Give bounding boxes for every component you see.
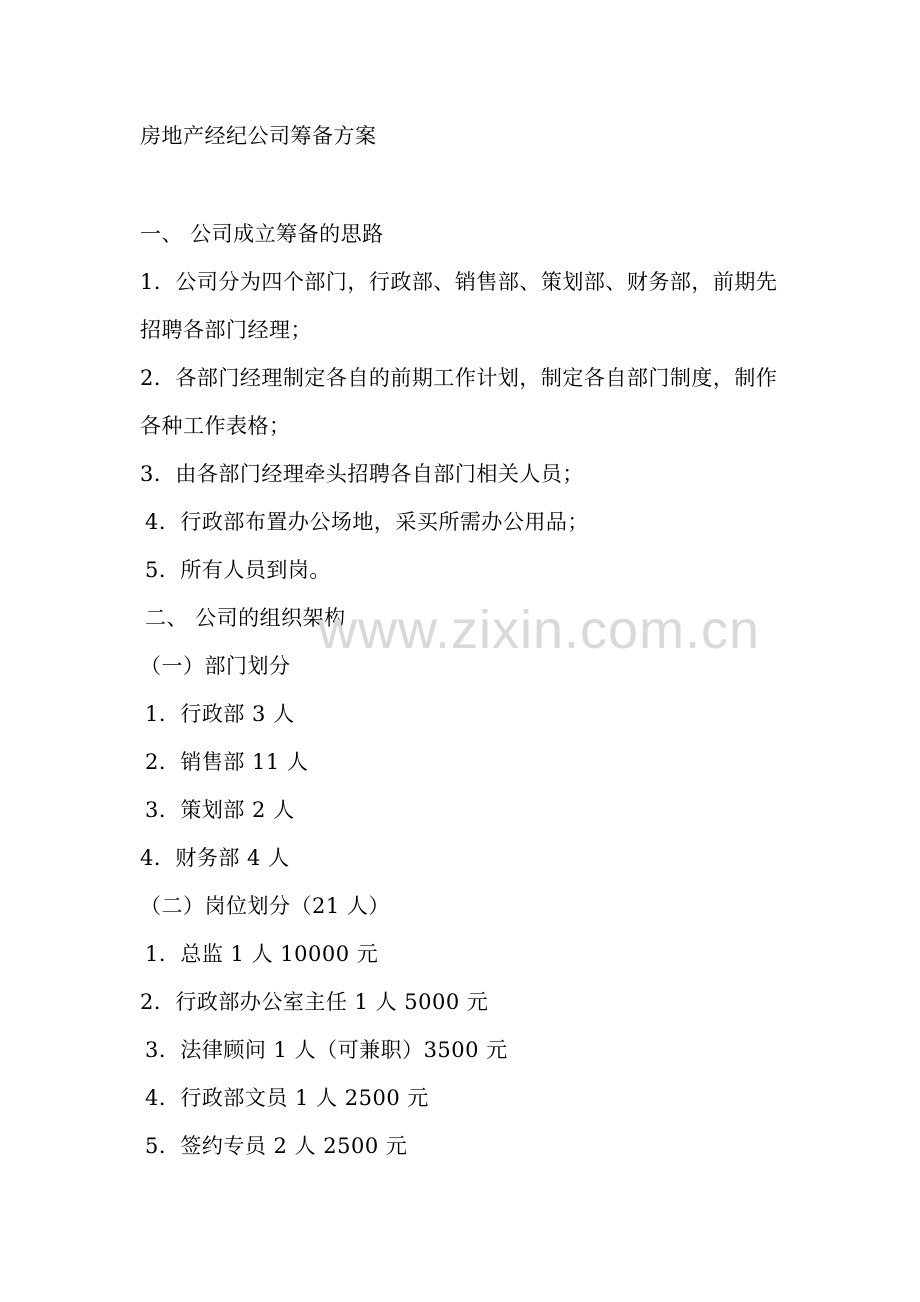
subsection-1-heading: （一）部门划分	[140, 654, 291, 678]
section-1-item-1: 1．公司分为四个部门，行政部、销售部、策划部、财务部，前期先	[140, 270, 778, 294]
department-item-2: 2．销售部 11 人	[145, 750, 309, 774]
position-item-1: 1．总监 1 人 10000 元	[145, 942, 379, 966]
document-title: 房地产经纪公司筹备方案	[140, 124, 377, 148]
department-item-3: 3．策划部 2 人	[145, 798, 295, 822]
section-1-item-2-cont: 各种工作表格；	[140, 414, 291, 438]
watermark: www.zixin.com.cn	[318, 600, 761, 660]
section-1-item-5: 5．所有人员到岗。	[145, 558, 331, 582]
section-1-item-3: 3．由各部门经理牵头招聘各自部门相关人员；	[140, 462, 584, 486]
section-1-item-1-cont: 招聘各部门经理；	[140, 318, 312, 342]
subsection-2-heading: （二）岗位划分（21 人）	[140, 894, 390, 918]
department-item-4: 4．财务部 4 人	[140, 846, 290, 870]
position-item-3: 3．法律顾问 1 人（可兼职）3500 元	[145, 1038, 508, 1062]
section-1-heading: 一、 公司成立筹备的思路	[140, 222, 384, 246]
section-2-heading: 二、 公司的组织架构	[145, 606, 346, 630]
position-item-4: 4．行政部文员 1 人 2500 元	[145, 1086, 429, 1110]
department-item-1: 1．行政部 3 人	[145, 702, 295, 726]
section-1-item-4: 4．行政部布置办公场地，采买所需办公用品；	[145, 510, 589, 534]
position-item-5: 5．签约专员 2 人 2500 元	[145, 1134, 408, 1158]
section-1-item-2: 2．各部门经理制定各自的前期工作计划，制定各自部门制度，制作	[140, 366, 778, 390]
position-item-2: 2．行政部办公室主任 1 人 5000 元	[140, 990, 489, 1014]
